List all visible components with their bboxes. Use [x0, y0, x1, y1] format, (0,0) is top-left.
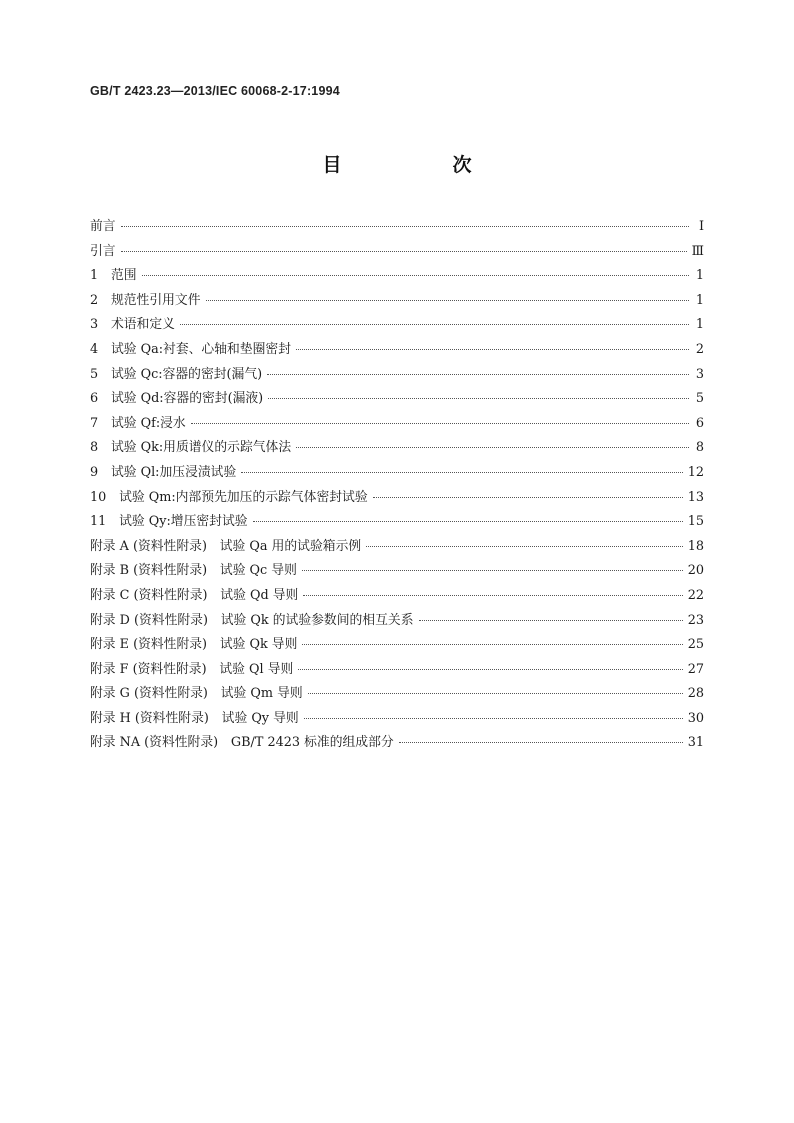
toc-entry[interactable] [90, 264, 704, 289]
toc-entry-page: 6 [695, 415, 704, 431]
toc-entry-page: 3 [695, 366, 704, 382]
toc-entry[interactable] [90, 682, 704, 707]
dot-leader [302, 570, 683, 571]
toc-entry-label: 附录 C (资料性附录) 试验 Qd 导则 [90, 587, 299, 603]
toc-entry-label: 3 术语和定义 [90, 317, 175, 333]
toc-entry-label: 附录 A (资料性附录) 试验 Qa 用的试验箱示例 [90, 538, 362, 554]
toc-entry[interactable] [90, 535, 704, 560]
toc-entry[interactable] [90, 289, 704, 314]
toc-entry-page: 8 [695, 440, 704, 456]
dot-leader [267, 374, 689, 375]
toc-entry-label: 11 试验 Qy:增压密封试验 [90, 514, 248, 530]
dot-leader [296, 447, 689, 448]
toc-entry[interactable] [90, 609, 704, 634]
dot-leader [373, 497, 683, 498]
dot-leader [206, 300, 689, 301]
toc-entry-page: 22 [687, 587, 704, 603]
dot-leader [419, 620, 683, 621]
toc-entry[interactable] [90, 338, 704, 363]
toc-entry[interactable] [90, 412, 704, 437]
toc-entry-label: 附录 H (资料性附录) 试验 Qy 导则 [90, 710, 299, 726]
toc-entry-label: 附录 D (资料性附录) 试验 Qk 的试验参数间的相互关系 [90, 612, 414, 628]
toc-entry[interactable] [90, 486, 704, 511]
dot-leader [191, 423, 689, 424]
dot-leader [253, 521, 683, 522]
toc-entry-label: 7 试验 Qf:浸水 [90, 415, 186, 431]
toc-entry[interactable] [90, 363, 704, 388]
toc-entry-label: 附录 G (资料性附录) 试验 Qm 导则 [90, 686, 303, 702]
dot-leader [296, 349, 689, 350]
toc-entry-label: 附录 F (资料性附录) 试验 Ql 导则 [90, 661, 294, 677]
toc-entry[interactable] [90, 240, 704, 265]
toc-entry-label: 2 规范性引用文件 [90, 292, 201, 308]
toc-entry-page: Ⅲ [691, 243, 704, 259]
dot-leader [241, 472, 682, 473]
toc-entry-page: 1 [695, 292, 704, 308]
toc-entry-label: 附录 B (资料性附录) 试验 Qc 导则 [90, 563, 297, 579]
dot-leader [180, 324, 689, 325]
toc-entry-label: 9 试验 Ql:加压浸渍试验 [90, 464, 237, 480]
toc-entry[interactable] [90, 707, 704, 732]
toc-entry-page: 20 [687, 563, 704, 579]
toc-entry-label: 4 试验 Qa:衬套、心轴和垫圈密封 [90, 341, 292, 357]
toc-entry[interactable] [90, 215, 704, 240]
toc-entry-page: 27 [687, 661, 704, 677]
toc-entry-label: 附录 NA (资料性附录) GB/T 2423 标准的组成部分 [90, 735, 394, 751]
table-of-contents [90, 215, 704, 756]
toc-entry-label: 8 试验 Qk:用质谱仪的示踪气体法 [90, 440, 292, 456]
toc-entry-label: 附录 E (资料性附录) 试验 Qk 导则 [90, 637, 298, 653]
toc-entry[interactable] [90, 436, 704, 461]
dot-leader [268, 398, 689, 399]
dot-leader [142, 275, 689, 276]
toc-entry-page: 5 [695, 391, 704, 407]
dot-leader [366, 546, 683, 547]
dot-leader [303, 595, 682, 596]
dot-leader [304, 718, 683, 719]
toc-entry-page: 18 [687, 538, 704, 554]
dot-leader [399, 742, 683, 743]
toc-entry-label: 1 范围 [90, 268, 137, 284]
toc-entry[interactable] [90, 731, 704, 756]
toc-entry-label: 前言 [90, 219, 116, 234]
dot-leader [302, 644, 682, 645]
toc-entry[interactable] [90, 584, 704, 609]
page-title: 目 次 [322, 154, 518, 176]
toc-entry-page: 31 [687, 735, 704, 751]
toc-entry-page: 28 [687, 686, 704, 702]
dot-leader [298, 669, 682, 670]
toc-entry-page: 12 [687, 464, 704, 480]
toc-entry[interactable] [90, 387, 704, 412]
toc-entry-page: 30 [687, 710, 704, 726]
toc-entry-page: 23 [687, 612, 704, 628]
toc-entry[interactable] [90, 559, 704, 584]
standard-code: GB/T 2423.23—2013/IEC 60068-2-17:1994 [90, 84, 340, 98]
toc-entry-label: 5 试验 Qc:容器的密封(漏气) [90, 366, 263, 382]
toc-entry-label: 引言 [90, 243, 116, 259]
toc-entry-page: 1 [695, 268, 704, 284]
toc-entry-page: 13 [687, 489, 704, 505]
toc-entry[interactable] [90, 633, 704, 658]
toc-entry[interactable] [90, 510, 704, 535]
toc-entry-page: 15 [687, 514, 704, 530]
toc-entry-label: 6 试验 Qd:容器的密封(漏液) [90, 391, 264, 407]
toc-entry-page: 1 [695, 317, 704, 333]
toc-entry-page: Ⅰ [698, 219, 704, 234]
toc-entry[interactable] [90, 313, 704, 338]
toc-entry-label: 10 试验 Qm:内部预先加压的示踪气体密封试验 [90, 489, 368, 505]
dot-leader [308, 693, 683, 694]
dot-leader [121, 251, 687, 252]
toc-entry[interactable] [90, 461, 704, 486]
dot-leader [121, 226, 689, 227]
toc-entry-page: 25 [687, 637, 704, 653]
toc-entry-page: 2 [695, 341, 704, 357]
toc-entry[interactable] [90, 658, 704, 683]
